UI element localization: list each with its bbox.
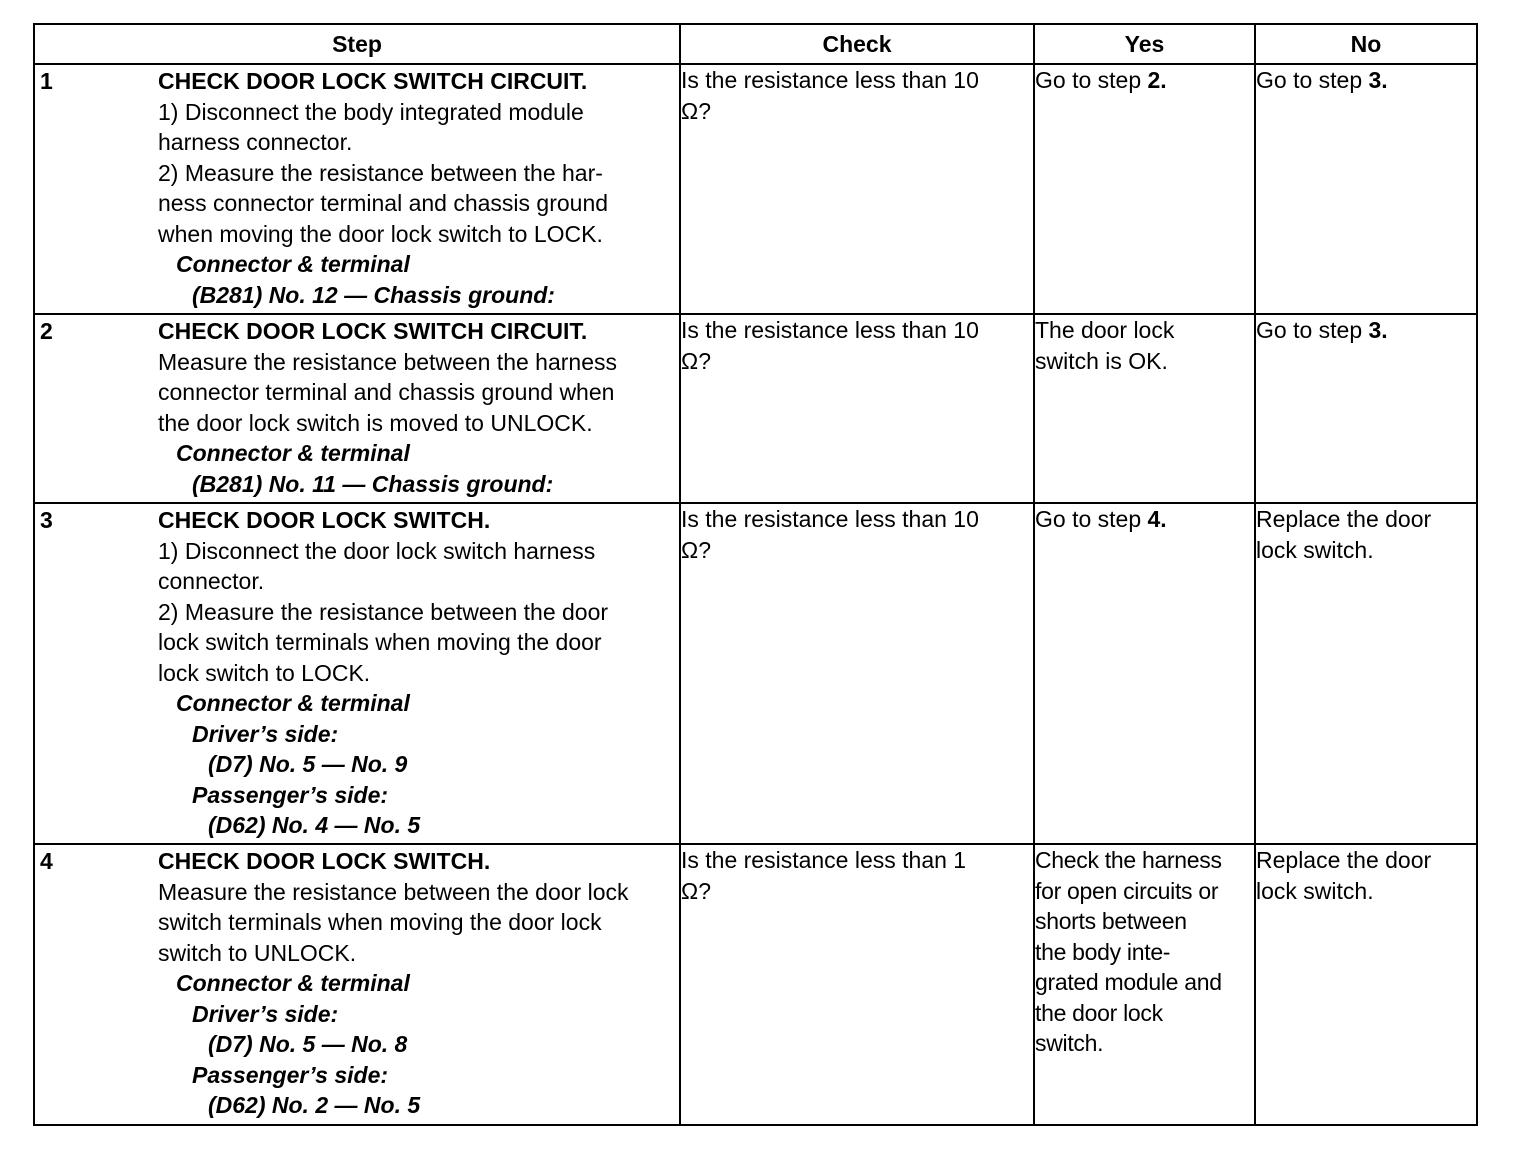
spec-value: (B281) No. 12 — Chassis ground: — [192, 281, 555, 308]
step-instruction-line: the door lock switch is moved to UNLOCK. — [158, 409, 593, 436]
step-instruction-line: switch terminals when moving the door lock — [158, 909, 602, 935]
check-line: Ω? — [681, 347, 711, 374]
check-line: Ω? — [681, 877, 711, 904]
step-body — [158, 65, 679, 310]
no-line: Replace the door — [1256, 847, 1432, 873]
yes-line: switch. — [1035, 1030, 1104, 1056]
step-title: CHECK DOOR LOCK SWITCH. — [158, 848, 491, 874]
step-instruction-line: Measure the resistance between the door lock — [158, 878, 629, 905]
step-instruction-line: switch to UNLOCK. — [158, 939, 357, 966]
step-instruction-line: 1) Disconnect the door lock switch harness — [158, 537, 596, 564]
passenger-side-label: Passenger’s side: — [192, 1061, 389, 1088]
yes-cell — [1034, 314, 1255, 503]
spec-heading: Connector & terminal — [176, 690, 410, 716]
header-yes: Yes — [1034, 24, 1255, 64]
check-line: Ω? — [681, 536, 711, 563]
step-number: 3 — [40, 507, 53, 533]
spec-value: (B281) No. 11 — Chassis ground: — [192, 470, 554, 497]
driver-side-label: Driver’s side: — [192, 720, 339, 747]
step-instruction-line: lock switch terminals when moving the door — [158, 629, 602, 655]
yes-step-ref: 4. — [1147, 506, 1167, 532]
step-title: CHECK DOOR LOCK SWITCH CIRCUIT. — [158, 68, 588, 94]
step-instruction-line: Measure the resistance between the harness — [158, 348, 617, 375]
spec-heading: Connector & terminal — [176, 970, 410, 996]
yes-cell — [1034, 64, 1255, 314]
step-body — [158, 315, 679, 499]
step-instruction-line: 2) Measure the resistance between the door — [158, 598, 609, 625]
step-instruction-line: when moving the door lock switch to LOCK. — [158, 220, 603, 247]
step-number: 2 — [40, 318, 53, 344]
yes-line: switch is OK. — [1035, 347, 1168, 374]
no-cell — [1255, 314, 1477, 503]
table-row — [34, 64, 1477, 314]
check-cell — [680, 64, 1034, 314]
check-line: Is the resistance less than 1 — [681, 847, 967, 873]
step-instruction-line: harness connector. — [158, 129, 353, 155]
step-cell — [34, 844, 680, 1125]
check-line: Is the resistance less than 10 — [681, 506, 979, 532]
step-body — [158, 845, 679, 1121]
no-line: lock switch. — [1256, 536, 1374, 563]
step-number: 4 — [40, 848, 53, 874]
yes-text: Go to step — [1035, 67, 1148, 93]
table-row — [34, 844, 1477, 1125]
yes-line: shorts between — [1035, 908, 1187, 934]
check-line: Ω? — [681, 97, 711, 124]
step-number: 1 — [40, 68, 53, 94]
driver-side-label: Driver’s side: — [192, 1000, 339, 1027]
yes-line: the door lock — [1035, 999, 1163, 1026]
check-cell — [680, 503, 1034, 844]
yes-text: Go to step — [1035, 506, 1148, 532]
check-line: Is the resistance less than 10 — [681, 67, 979, 93]
check-cell — [680, 844, 1034, 1125]
no-step-ref: 3. — [1368, 317, 1388, 343]
passenger-side-label: Passenger’s side: — [192, 781, 389, 808]
no-text: Go to step — [1256, 317, 1369, 343]
header-step: Step — [34, 24, 680, 64]
yes-line: Check the harness — [1035, 847, 1222, 873]
step-instruction-line: ness connector terminal and chassis ground — [158, 190, 609, 216]
yes-cell — [1034, 844, 1255, 1125]
step-instruction-line: 1) Disconnect the body integrated module — [158, 98, 584, 125]
no-line: lock switch. — [1256, 877, 1374, 904]
no-cell — [1255, 64, 1477, 314]
no-cell — [1255, 844, 1477, 1125]
table-row — [34, 314, 1477, 503]
step-instruction-line: connector. — [158, 568, 265, 594]
yes-step-ref: 2. — [1147, 67, 1167, 93]
diagnostic-procedure-sheet — [33, 23, 1478, 1126]
step-title: CHECK DOOR LOCK SWITCH. — [158, 507, 491, 533]
passenger-side-spec: (D62) No. 4 — No. 5 — [208, 812, 421, 838]
no-line: Replace the door — [1256, 506, 1432, 532]
step-body — [158, 504, 679, 841]
passenger-side-spec: (D62) No. 2 — No. 5 — [208, 1092, 421, 1118]
yes-line: The door lock — [1035, 317, 1175, 343]
yes-line: grated module and — [1035, 969, 1222, 995]
header-no: No — [1255, 24, 1477, 64]
spec-heading: Connector & terminal — [176, 440, 410, 466]
yes-line: for open circuits or — [1035, 877, 1219, 904]
step-instruction-line: connector terminal and chassis ground when — [158, 379, 615, 405]
step-title: CHECK DOOR LOCK SWITCH CIRCUIT. — [158, 318, 588, 344]
no-text: Go to step — [1256, 67, 1369, 93]
step-instruction-line: 2) Measure the resistance between the har- — [158, 159, 603, 186]
header-check: Check — [680, 24, 1034, 64]
no-step-ref: 3. — [1368, 67, 1388, 93]
no-cell — [1255, 503, 1477, 844]
step-cell — [34, 314, 680, 503]
header-row — [34, 24, 1477, 64]
driver-side-spec: (D7) No. 5 — No. 8 — [208, 1031, 408, 1057]
table-row — [34, 503, 1477, 844]
yes-line: the body inte- — [1035, 938, 1171, 965]
step-cell — [34, 503, 680, 844]
spec-heading: Connector & terminal — [176, 251, 410, 277]
step-instruction-line: lock switch to LOCK. — [158, 659, 371, 686]
check-cell — [680, 314, 1034, 503]
step-cell — [34, 64, 680, 314]
diagnostic-table — [33, 23, 1478, 1126]
check-line: Is the resistance less than 10 — [681, 317, 979, 343]
yes-cell — [1034, 503, 1255, 844]
driver-side-spec: (D7) No. 5 — No. 9 — [208, 751, 408, 777]
